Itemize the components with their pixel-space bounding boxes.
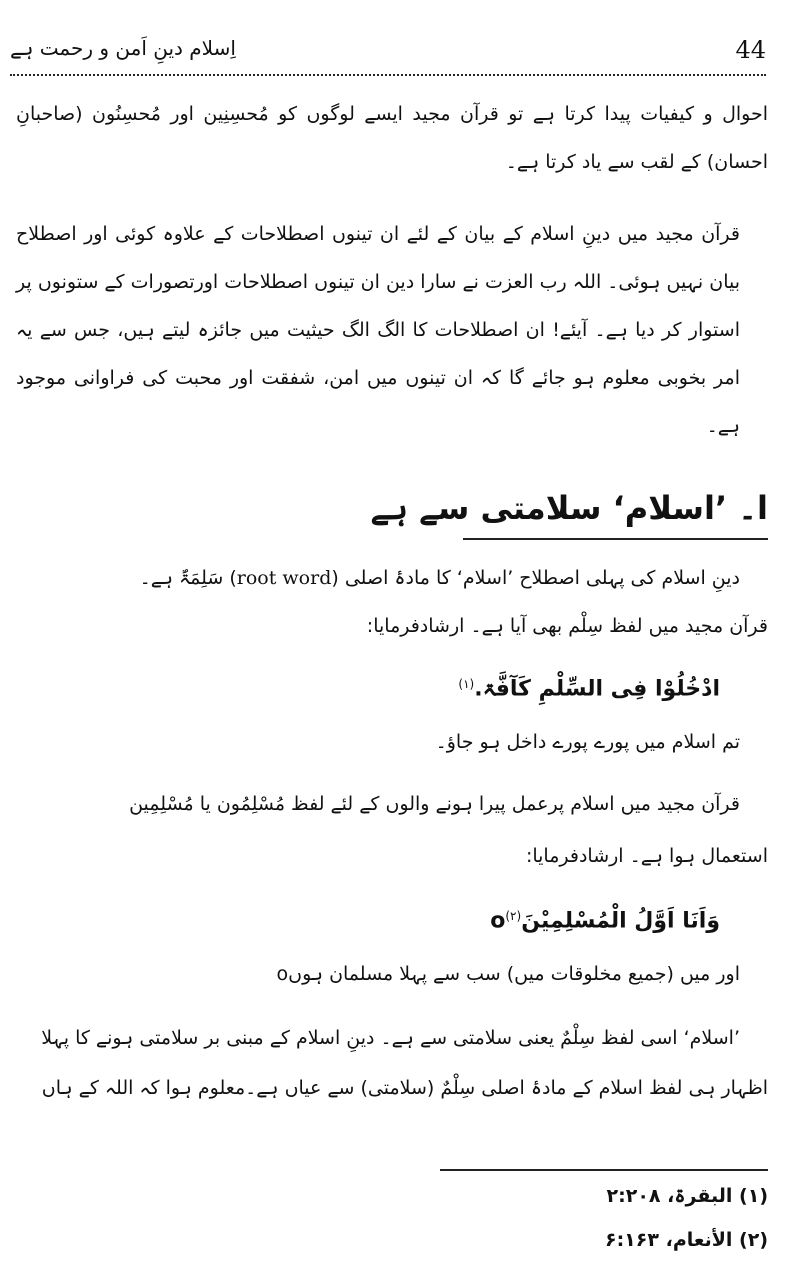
quran-verse-1 [16, 664, 720, 709]
text-line-1 [16, 558, 768, 598]
page-header [10, 22, 766, 72]
text-line-10: اظہار ہی لفظ اسلام کے مادۂ اصلی سِلْمٌ (سلامتی) سے عیاں ہے۔معلوم ہوا کہ اللہ کے ہاں [41, 1077, 768, 1099]
heading-underline [463, 538, 768, 540]
text-line-6: استعمال ہوا ہے۔ ارشادفرمایا: [525, 845, 768, 867]
verse-2-footnote-ref: (۲) [505, 909, 522, 923]
text-line-1-part-b: ) سَلِمَۃٌ ہے۔ [139, 567, 237, 589]
footnote-1: (۱) البقرۃ، ۲:۲۰۸ [606, 1185, 768, 1207]
quran-verse-2 [16, 896, 720, 941]
translation-2: اور میں (جمیع مخلوقات میں) سب سے پہلا مسلمان ہوںo [276, 963, 740, 985]
footnote-divider [440, 1169, 768, 1171]
verse-1-text: ادْخُلُوْا فِی السِّلْمِ کَآفَّۃ. [474, 676, 720, 702]
verse-1-footnote-ref: (۱) [458, 677, 475, 691]
running-title: اِسلام دینِ اَمن و رحمت ہے [10, 36, 236, 60]
section-heading: ا۔ ’اسلام‘ سلامتی سے ہے [370, 489, 768, 527]
page-number: 44 [735, 36, 766, 64]
text-line-5: قرآن مجید میں اسلام پرعمل پیرا ہونے والوں کے لئے لفظ مُسْلِمُون یا مُسْلِمِین [129, 793, 740, 815]
root-word-term: root word [236, 567, 332, 589]
text-line-9: ’اسلام‘ اسی لفظ سِلْمٌ یعنی سلامتی سے ہے۔ دینِ اسلام کے مبنی بر سلامتی ہونے کا پہلا [41, 1027, 740, 1049]
text-line-2: قرآن مجید میں لفظ سِلْم بھی آیا ہے۔ ارشادفرمایا: [366, 615, 768, 637]
verse-2-text: وَاَنَا اَوَّلُ الْمُسْلِمِیْنَo [490, 908, 720, 934]
header-divider [10, 74, 766, 76]
translation-1: تم اسلام میں پورے پورے داخل ہو جاؤ۔ [435, 731, 740, 753]
text-line-1-part-a: دینِ اسلام کی پہلی اصطلاح ’اسلام‘ کا مادۂ اصلی ( [331, 567, 740, 589]
footnote-2: (۲) الأنعام، ۶:۱۶۳ [604, 1229, 768, 1251]
paragraph-2: قرآن مجید میں دینِ اسلام کے بیان کے لئے ان تینوں اصطلاحات کے علاوہ کوئی اور اصطلاح بیان نہیں ہوئی۔ اللہ رب العزت نے سارا دین ان تینوں اصطلاحات اورتصورات کے ستونوں پر استوار کر دیا ہے۔ آیئے! ان اصطلاحات کا الگ الگ حیثیت میں جائزہ لیتے ہیں، جس سے یہ امر بخوبی معلوم ہو جائے گا کہ ان تینوں میں امن، شفقت اور محبت کی فراوانی موجود ہے۔ [16, 223, 740, 437]
paragraph-1: احوال و کیفیات پیدا کرتا ہے تو قرآن مجید ایسے لوگوں کو مُحسِنِین اور مُحسِنُون (صاحبانِ احسان) کے لقب سے یاد کرتا ہے۔ [16, 103, 768, 173]
